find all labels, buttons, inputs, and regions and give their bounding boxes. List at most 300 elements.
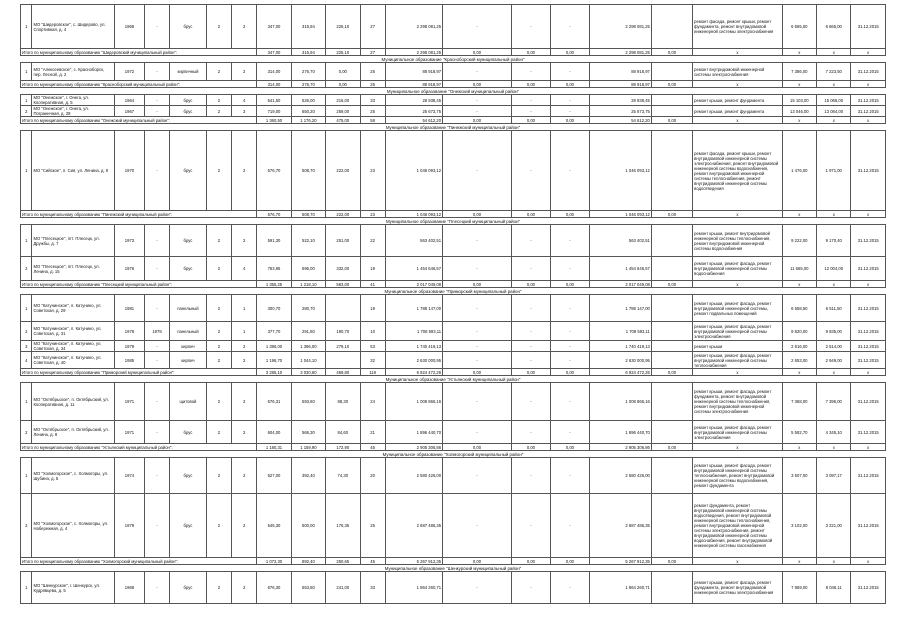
a2-cell: 276,70 — [291, 63, 325, 81]
y2-cell: - — [144, 295, 169, 322]
c2-cell: - — [511, 225, 550, 257]
c5-cell — [651, 341, 692, 352]
subtotal-ppl: 23 — [360, 211, 385, 218]
c5-cell — [651, 421, 692, 444]
a1-cell: 545,30 — [257, 494, 291, 558]
row-number: 1 — [21, 63, 32, 81]
fl-cell: 2 — [206, 63, 231, 81]
a3-cell: 259,00 — [326, 106, 360, 117]
subtotal-date: х — [851, 49, 886, 56]
a3-cell: 332,00 — [326, 257, 360, 281]
row-number: 2 — [21, 421, 32, 444]
subtotal-cost: 88 918,97 — [385, 81, 442, 88]
y2-cell: - — [144, 5, 169, 49]
subtotal-works: х — [693, 444, 782, 451]
u2-cell: 1 971,00 — [817, 131, 851, 211]
cost-cell: 1 008 866,16 — [385, 383, 442, 421]
row-number: 2 — [21, 106, 32, 117]
c3-cell: - — [550, 421, 589, 444]
a2-cell: 650,20 — [291, 106, 325, 117]
row-number: 1 — [21, 95, 32, 106]
u2-cell: 7 396,00 — [817, 383, 851, 421]
c2-cell: - — [511, 63, 550, 81]
u2-cell: 13 084,00 — [817, 106, 851, 117]
a3-cell: 251,00 — [326, 225, 360, 257]
subtotal-a3: 225,10 — [326, 49, 360, 56]
subtotal-c5: 0,00 — [651, 281, 692, 288]
u1-cell: 13 046,00 — [782, 106, 816, 117]
works-cell: ремонт крыши, ремонт внутридомовой инженерной системы теплоснабжения, ремонт внутридомовой инженерной системы водоснабжения — [693, 225, 782, 257]
subtotal-c2: 0,00 — [511, 369, 550, 376]
cost-cell: 2 630 000,95 — [385, 352, 442, 369]
a2-cell: 522,10 — [291, 225, 325, 257]
a3-cell: 279,10 — [326, 341, 360, 352]
works-cell: ремонт крыши, ремонт фасада, ремонт фундамента, ремонт внутридомовой инженерной системы электроснабжения — [693, 572, 782, 604]
u2-cell: 7 223,50 — [817, 63, 851, 81]
c3-cell: - — [550, 494, 589, 558]
register-sheet — [20, 4, 886, 604]
u2-cell: 15 066,00 — [817, 95, 851, 106]
a3-cell: 222,00 — [326, 131, 360, 211]
u2-cell: 8 046,11 — [817, 572, 851, 604]
subtotal-ppl: 45 — [360, 558, 385, 565]
works-cell: ремонт крыши, ремонт фундамента — [693, 95, 782, 106]
address-cell: МО "Холмогорское", с. Холмогоры, ул. Шубина, д. 5 — [32, 458, 115, 494]
u1-cell: 5 582,70 — [782, 421, 816, 444]
ppl-cell: 20 — [360, 458, 385, 494]
u1-cell: 6 665,00 — [782, 5, 816, 49]
cost-cell: 2 580 426,00 — [385, 458, 442, 494]
subtotal-a3: 172,90 — [326, 444, 360, 451]
year-cell: 1970 — [115, 131, 145, 211]
row-number: 1 — [21, 295, 32, 322]
ppl-cell: 33 — [360, 95, 385, 106]
c3-cell: - — [550, 322, 589, 341]
c4-cell: 1 864 260,71 — [589, 572, 651, 604]
a2-cell: 280,70 — [291, 295, 325, 322]
address-cell: МО "Октябрьское", п. Октябрьский, ул. Кооперативная, д. 11 — [32, 383, 115, 421]
subtotal-u2: х — [817, 49, 851, 56]
subtotal-u2: х — [817, 444, 851, 451]
subtotal-row — [21, 81, 886, 88]
year-cell: 1981 — [115, 295, 145, 322]
ppl-cell: 10 — [360, 322, 385, 341]
date-cell: 31.12.2015 — [851, 131, 886, 211]
subtotal-c5: 0,00 — [651, 49, 692, 56]
c5-cell — [651, 63, 692, 81]
c2-cell: - — [511, 352, 550, 369]
c5-cell — [651, 572, 692, 604]
works-cell: ремонт крыши, ремонт фасада, ремонт внутридомовой инженерной системы теплоснабжения, ремонт внутридомовой инженерной системы водоснабжения, ремонт фундамента — [693, 458, 782, 494]
u2-cell: 9 935,00 — [817, 322, 851, 341]
c4-cell: 563 402,51 — [589, 225, 651, 257]
subtotal-label: Итого по муниципальному образованию "Шидеровский муниципальный район": — [21, 49, 257, 56]
c3-cell: - — [550, 295, 589, 322]
subtotal-c3: 0,00 — [550, 281, 589, 288]
subtotal-c3: 0,00 — [550, 558, 589, 565]
y2-cell: - — [144, 572, 169, 604]
subtotal-a3: 469,80 — [326, 369, 360, 376]
subtotal-label: Итого по муниципальному образованию "Плесецкий муниципальный район": — [21, 281, 257, 288]
a3-cell — [326, 295, 360, 322]
subtotal-c1: 0,00 — [443, 211, 512, 218]
subtotal-label: Итого по муниципальному образованию "Пинежский муниципальный район": — [21, 211, 257, 218]
c1-cell: - — [443, 63, 512, 81]
c3-cell: - — [550, 225, 589, 257]
section-title: Муниципальное образование "Красноборский муниципальный район" — [381, 56, 525, 62]
date-cell: 31.12.2015 — [851, 225, 886, 257]
a3-cell: 84,60 — [326, 421, 360, 444]
ppl-cell: 19 — [360, 257, 385, 281]
subtotal-works: х — [693, 281, 782, 288]
subtotal-c4: 1 046 093,12 — [589, 211, 651, 218]
subtotal-a2: 3 030,60 — [291, 369, 325, 376]
u1-cell: 1 476,00 — [782, 131, 816, 211]
subtotal-u1: х — [782, 49, 816, 56]
address-cell: МО "Онежское", г. Онега, ул. Пограничная, д. 28 — [32, 106, 115, 117]
c1-cell: - — [443, 131, 512, 211]
c1-cell: - — [443, 106, 512, 117]
a1-cell: 576,70 — [257, 131, 291, 211]
subtotal-c5: 0,00 — [651, 444, 692, 451]
c5-cell — [651, 225, 692, 257]
ent-cell: 2 — [232, 383, 257, 421]
cost-cell: 1 708 593,11 — [385, 322, 442, 341]
ppl-cell: 21 — [360, 421, 385, 444]
subtotal-label: Итого по муниципальному образованию "Устьянский муниципальный район": — [21, 444, 257, 451]
subtotal-u2: х — [817, 369, 851, 376]
row-number: 2 — [21, 494, 32, 558]
section-header-row — [21, 56, 886, 63]
subtotal-c3: 0,00 — [550, 49, 589, 56]
u1-cell: 7 869,00 — [782, 572, 816, 604]
mat-cell: щитовой — [170, 383, 207, 421]
subtotal-row — [21, 117, 886, 124]
ppl-cell: 32 — [360, 352, 385, 369]
subtotal-a1: 347,00 — [257, 49, 291, 56]
subtotal-cost: 54 612,20 — [385, 117, 442, 124]
c2-cell: - — [511, 5, 550, 49]
year-cell: 1985 — [115, 352, 145, 369]
year-cell: 1978 — [115, 322, 145, 341]
subtotal-ppl: 45 — [360, 444, 385, 451]
subtotal-c1: 0,00 — [443, 117, 512, 124]
c1-cell: - — [443, 295, 512, 322]
fl-cell: 2 — [206, 95, 231, 106]
ppl-cell: 33 — [360, 572, 385, 604]
cost-cell: 563 402,51 — [385, 225, 442, 257]
c5-cell — [651, 106, 692, 117]
address-cell: МО "Шидеровское", с. Шидерово, ул. Спортивная, д. 4 — [32, 5, 115, 49]
address-cell: МО "Катунинское", п. Катунино, ул. Советская, д. 34 — [32, 341, 115, 352]
date-cell: 31.12.2015 — [851, 341, 886, 352]
works-cell: ремонт крыши, ремонт фасада, ремонт внутридомовой инженерной системы электроснабжения — [693, 421, 782, 444]
a1-cell: 641,50 — [257, 95, 291, 106]
address-cell: МО "Плесецкое", пгт. Плесецк, ул. Дружбы, д. 7 — [32, 225, 115, 257]
ppl-cell: 25 — [360, 494, 385, 558]
subtotal-a1: 314,00 — [257, 81, 291, 88]
y2-cell: - — [144, 352, 169, 369]
mat-cell: панельный — [170, 322, 207, 341]
subtotal-works: х — [693, 369, 782, 376]
row-number: 1 — [21, 572, 32, 604]
u1-cell: 7 368,00 — [782, 383, 816, 421]
c2-cell: - — [511, 257, 550, 281]
row-number: 2 — [21, 257, 32, 281]
y2-cell: 1978 — [144, 322, 169, 341]
c3-cell: - — [550, 572, 589, 604]
table-body — [21, 5, 886, 604]
ppl-cell: 23 — [360, 131, 385, 211]
a2-cell: 291,80 — [291, 322, 325, 341]
table-row — [21, 322, 886, 341]
c5-cell — [651, 295, 692, 322]
cost-cell: 28 938,45 — [385, 95, 442, 106]
u2-cell: 2 949,00 — [817, 352, 851, 369]
fl-cell: 2 — [206, 352, 231, 369]
date-cell: 31.12.2015 — [851, 352, 886, 369]
c2-cell: - — [511, 131, 550, 211]
subtotal-works: х — [693, 117, 782, 124]
section-title: Муниципальное образование "Шенкурский муниципальный район" — [384, 565, 522, 571]
y2-cell: - — [144, 95, 169, 106]
subtotal-date: х — [851, 369, 886, 376]
a2-cell: 392,40 — [291, 458, 325, 494]
c4-cell: 1 454 646,57 — [589, 257, 651, 281]
mat-cell: брус — [170, 225, 207, 257]
section-header-row — [21, 124, 886, 131]
u2-cell: 9 170,40 — [817, 225, 851, 257]
c5-cell — [651, 5, 692, 49]
c2-cell: - — [511, 383, 550, 421]
cost-cell: 1 740 419,13 — [385, 341, 442, 352]
y2-cell: - — [144, 131, 169, 211]
year-cell: 1973 — [115, 225, 145, 257]
row-number: 1 — [21, 383, 32, 421]
year-cell: 1979 — [115, 494, 145, 558]
ent-cell: 4 — [232, 257, 257, 281]
c2-cell: - — [511, 106, 550, 117]
c3-cell: - — [550, 257, 589, 281]
year-cell: 1968 — [115, 572, 145, 604]
c3-cell: - — [550, 63, 589, 81]
mat-cell: брус — [170, 494, 207, 558]
subtotal-cost: 6 924 472,26 — [385, 369, 442, 376]
c5-cell — [651, 494, 692, 558]
ppl-cell: 25 — [360, 63, 385, 81]
subtotal-c1: 0,00 — [443, 369, 512, 376]
subtotal-date: х — [851, 444, 886, 451]
section-header-row — [21, 376, 886, 383]
cost-cell: 1 896 440,70 — [385, 421, 442, 444]
address-cell: МО "Катунинское", п. Катунино, ул. Советская, д. 29 — [32, 295, 115, 322]
fl-cell: 2 — [206, 421, 231, 444]
c4-cell: 1 008 866,16 — [589, 383, 651, 421]
ent-cell: 2 — [232, 494, 257, 558]
section-header-row — [21, 218, 886, 225]
cost-cell: 1 864 260,71 — [385, 572, 442, 604]
subtotal-a3: 583,00 — [326, 281, 360, 288]
a1-cell: 314,00 — [257, 63, 291, 81]
c4-cell: 1 708 593,11 — [589, 322, 651, 341]
date-cell: 31.12.2015 — [851, 458, 886, 494]
c3-cell: - — [550, 95, 589, 106]
c4-cell: 2 630 000,95 — [589, 352, 651, 369]
subtotal-c2: 0,00 — [511, 558, 550, 565]
ppl-cell: 27 — [360, 5, 385, 49]
subtotal-a2: 1 218,10 — [291, 281, 325, 288]
u1-cell: 9 222,00 — [782, 225, 816, 257]
a1-cell: 763,95 — [257, 257, 291, 281]
row-number: 1 — [21, 458, 32, 494]
fl-cell: 2 — [206, 383, 231, 421]
c2-cell: - — [511, 95, 550, 106]
subtotal-a2: 508,70 — [291, 211, 325, 218]
works-cell: ремонт фундамента, ремонт внутридомовой инженерной системы водоотведения, ремонт внутридомовой инженерной системы теплоснабжения, ремонт внутридомовой инженерной системы электроснабжения, ремонт внутридомовой инженерной системы водоснабжения, ремонт внутридомовой инженерной системы газоснабжения — [693, 494, 782, 558]
a1-cell: 300,70 — [257, 295, 291, 322]
a1-cell: 377,70 — [257, 322, 291, 341]
subtotal-date: х — [851, 81, 886, 88]
table-row — [21, 5, 886, 49]
subtotal-ppl: 27 — [360, 49, 385, 56]
year-cell: 1969 — [115, 5, 145, 49]
section-header-row — [21, 451, 886, 458]
works-cell: ремонт крыши, ремонт фасада, ремонт внутридомовой инженерной системы теплоснабжения — [693, 352, 782, 369]
table-row — [21, 106, 886, 117]
subtotal-c3: 0,00 — [550, 211, 589, 218]
c4-cell: 2 298 081,25 — [589, 5, 651, 49]
u1-cell: 9 820,00 — [782, 322, 816, 341]
subtotal-c2: 0,00 — [511, 49, 550, 56]
y2-cell: - — [144, 257, 169, 281]
c1-cell: - — [443, 322, 512, 341]
u2-cell: 3 221,00 — [817, 494, 851, 558]
subtotal-a2: 1 159,90 — [291, 444, 325, 451]
subtotal-a2: 1 176,20 — [291, 117, 325, 124]
c2-cell: - — [511, 341, 550, 352]
ent-cell: 4 — [232, 95, 257, 106]
subtotal-label: Итого по муниципальному образованию "Онежский муниципальный район": — [21, 117, 257, 124]
mat-cell: брус — [170, 572, 207, 604]
address-cell: МО "Октябрьское", п. Октябрьский, ул. Ленина, д. 8 — [32, 421, 115, 444]
cost-cell: 1 454 646,57 — [385, 257, 442, 281]
ent-cell: 1 — [232, 322, 257, 341]
date-cell: 31.12.2015 — [851, 494, 886, 558]
c3-cell: - — [550, 106, 589, 117]
cost-cell: 25 673,75 — [385, 106, 442, 117]
c2-cell: - — [511, 421, 550, 444]
works-cell: ремонт фасада, ремонт крыши, ремонт фундамента, ремонт внутридомовой инженерной системы электроснабжения — [693, 5, 782, 49]
mat-cell: брус — [170, 131, 207, 211]
a3-cell: 0,00 — [326, 63, 360, 81]
address-cell: МО "Катунинское", п. Катунино, ул. Советская, д. 40 — [32, 352, 115, 369]
ent-cell: 2 — [232, 131, 257, 211]
c1-cell: - — [443, 458, 512, 494]
subtotal-u1: х — [782, 444, 816, 451]
subtotal-c2: 0,00 — [511, 281, 550, 288]
c1-cell: - — [443, 494, 512, 558]
c1-cell: - — [443, 421, 512, 444]
subtotal-c3: 0,00 — [550, 369, 589, 376]
address-cell: МО "Онежское", г. Онега, ул. Кооперативная, д. 5 — [32, 95, 115, 106]
section-header-row — [21, 288, 886, 295]
section-title: Муниципальное образование "Пинежский муниципальный район" — [385, 124, 521, 130]
fl-cell: 2 — [206, 5, 231, 49]
year-cell: 1972 — [115, 63, 145, 81]
c2-cell: - — [511, 494, 550, 558]
y2-cell: - — [144, 458, 169, 494]
mat-cell: кирпич — [170, 352, 207, 369]
subtotal-a3: 250,65 — [326, 558, 360, 565]
row-number: 4 — [21, 352, 32, 369]
date-cell: 31.12.2015 — [851, 106, 886, 117]
subtotal-u1: х — [782, 281, 816, 288]
mat-cell: панельный — [170, 295, 207, 322]
ent-cell: 2 — [232, 572, 257, 604]
c3-cell: - — [550, 383, 589, 421]
year-cell: 1974 — [115, 458, 145, 494]
mat-cell: брус — [170, 257, 207, 281]
subtotal-row — [21, 444, 886, 451]
cost-cell: 2 687 486,35 — [385, 494, 442, 558]
y2-cell: - — [144, 225, 169, 257]
y2-cell: - — [144, 421, 169, 444]
y2-cell: - — [144, 106, 169, 117]
subtotal-u2: х — [817, 117, 851, 124]
subtotal-ppl: 119 — [360, 369, 385, 376]
ent-cell: 3 — [232, 106, 257, 117]
c5-cell — [651, 352, 692, 369]
subtotal-cost: 1 046 093,12 — [385, 211, 442, 218]
u1-cell: 15 103,00 — [782, 95, 816, 106]
subtotal-a2: 892,40 — [291, 558, 325, 565]
date-cell: 31.12.2015 — [851, 572, 886, 604]
subtotal-c4: 2 905 306,86 — [589, 444, 651, 451]
table-row — [21, 458, 886, 494]
subtotal-u1: х — [782, 81, 816, 88]
table-row — [21, 257, 886, 281]
ent-cell: 1 — [232, 295, 257, 322]
cost-cell: 1 046 093,12 — [385, 131, 442, 211]
address-cell: МО "Сийское", п. Сия, ул. Ленина, д. 9 — [32, 131, 115, 211]
section-title: Муниципальное образование "Холмогорский муниципальный район" — [382, 451, 524, 457]
ent-cell: 2 — [232, 421, 257, 444]
c2-cell: - — [511, 322, 550, 341]
table-row — [21, 341, 886, 352]
subtotal-row — [21, 558, 886, 565]
a1-cell: 1 396,00 — [257, 341, 291, 352]
u1-cell: 7 386,00 — [782, 63, 816, 81]
works-cell: ремонт крыши, ремонт фасада, ремонт фундамента, ремонт внутридомовой инженерной системы теплоснабжения, ремонт внутридомовой инженерной системы электроснабжения — [693, 383, 782, 421]
c3-cell: - — [550, 5, 589, 49]
row-number: 2 — [21, 322, 32, 341]
a2-cell: 553,80 — [291, 572, 325, 604]
a3-cell — [326, 352, 360, 369]
a1-cell: 1 196,70 — [257, 352, 291, 369]
c2-cell: - — [511, 572, 550, 604]
fl-cell: 2 — [206, 106, 231, 117]
address-cell: МО "Катунинское", п. Катунино, ул. Советская, д. 31 — [32, 322, 115, 341]
c3-cell: - — [550, 131, 589, 211]
subtotal-c1: 0,00 — [443, 558, 512, 565]
subtotal-c5: 0,00 — [651, 117, 692, 124]
mat-cell: брус — [170, 5, 207, 49]
subtotal-cost: 5 267 912,35 — [385, 558, 442, 565]
c2-cell: - — [511, 458, 550, 494]
ent-cell: 2 — [232, 5, 257, 49]
subtotal-c4: 2 017 049,08 — [589, 281, 651, 288]
a3-cell: 74,30 — [326, 458, 360, 494]
